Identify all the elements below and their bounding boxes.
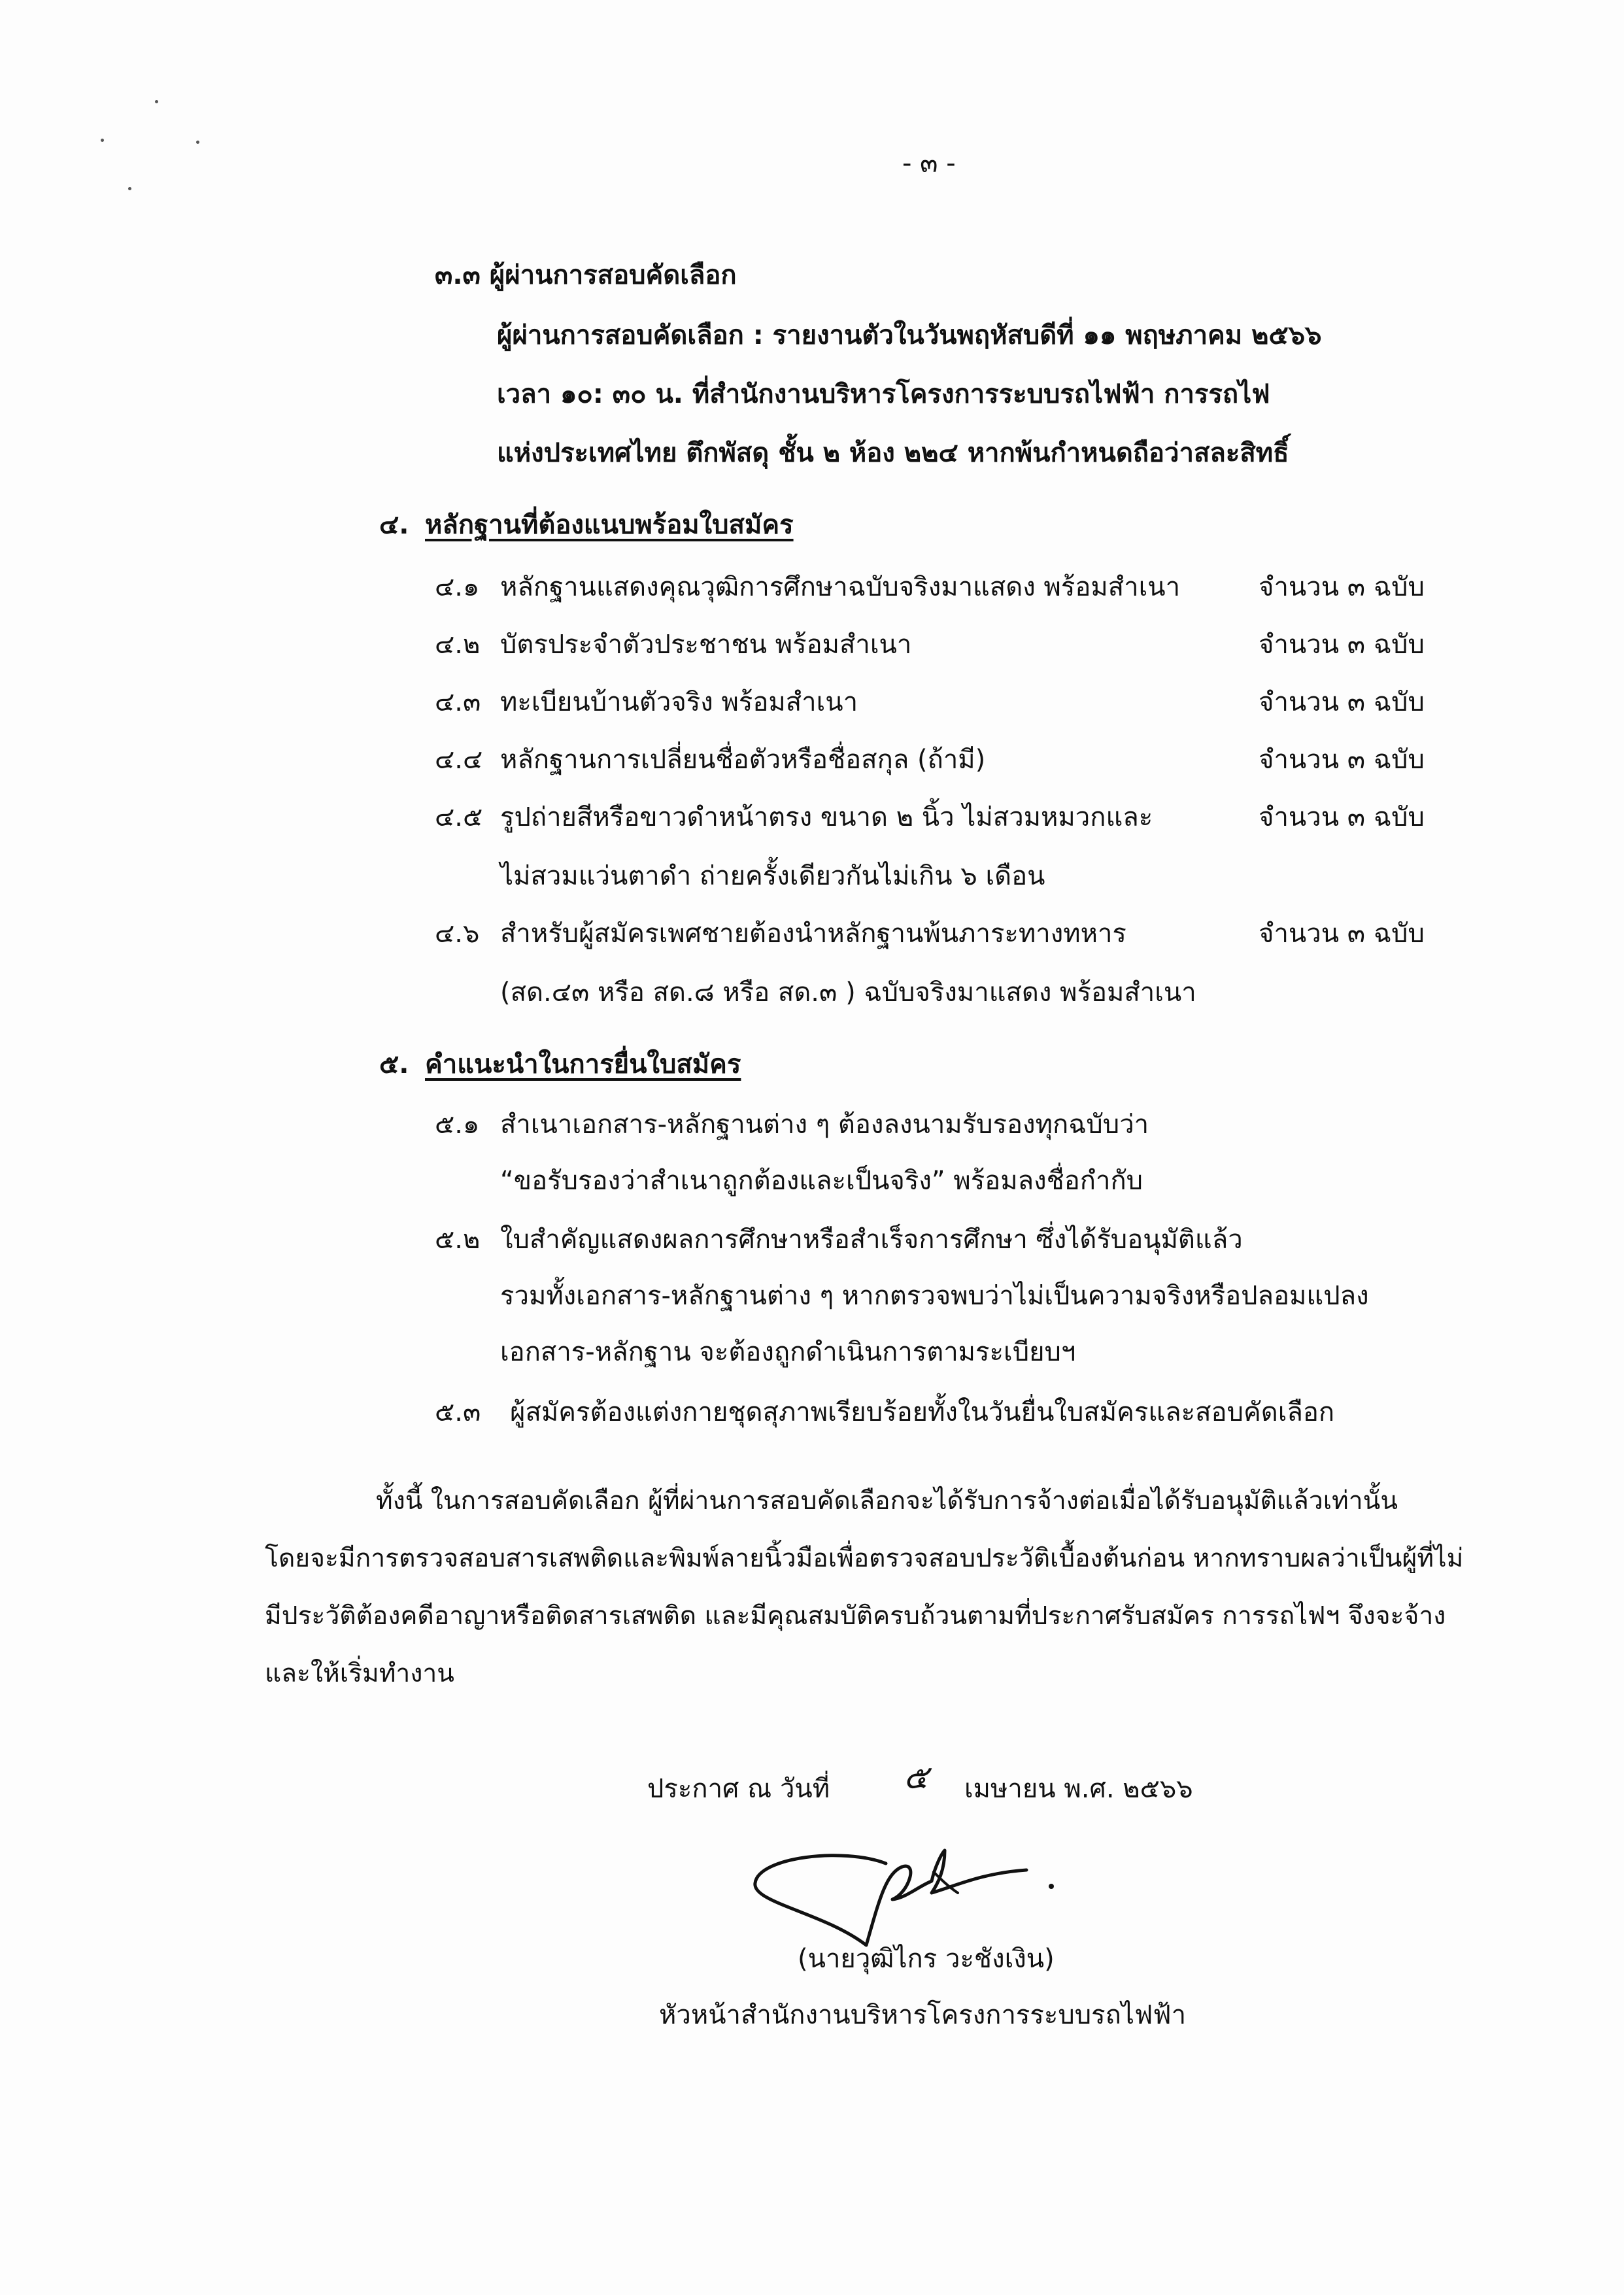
item-text-continued: รวมทั้งเอกสาร-หลักฐานต่าง ๆ หากตรวจพบว่าไม่เป็นความจริงหรือปลอมแปลง [500, 1281, 1369, 1311]
item-text: สำเนาเอกสาร-หลักฐานต่าง ๆ ต้องลงนามรับรองทุกฉบับว่า [500, 1110, 1149, 1140]
item-quantity: จำนวน ๓ ฉบับ [1259, 919, 1425, 949]
closing-paragraph-line: ทั้งนี้ ในการสอบคัดเลือก ผู้ที่ผ่านการสอบคัดเลือกจะได้รับการจ้างต่อเมื่อได้รับอนุมัติแล้วเท่านั้น [376, 1486, 1398, 1516]
item-number: ๔.๖ [435, 919, 480, 949]
section-3-3-line: ผู้ผ่านการสอบคัดเลือก : รายงานตัวในวันพฤหัสบดีที่ ๑๑ พฤษภาคม ๒๕๖๖ [497, 320, 1322, 350]
item-quantity: จำนวน ๓ ฉบับ [1259, 745, 1425, 775]
item-quantity: จำนวน ๓ ฉบับ [1259, 687, 1425, 717]
scan-speck [155, 100, 158, 103]
section-4-title: หลักฐานที่ต้องแนบพร้อมใบสมัคร [425, 510, 794, 540]
closing-paragraph-line: และให้เริ่มทำงาน [265, 1659, 454, 1688]
signatory-position: หัวหน้าสำนักงานบริหารโครงการระบบรถไฟฟ้า [659, 2000, 1187, 2030]
item-text: ทะเบียนบ้านตัวจริง พร้อมสำเนา [500, 687, 858, 717]
item-text: บัตรประจำตัวประชาชน พร้อมสำเนา [500, 630, 912, 660]
closing-paragraph-line: มีประวัติต้องคดีอาญาหรือติดสารเสพติด และมีคุณสมบัติครบถ้วนตามที่ประกาศรับสมัคร การรถไฟฯ จึงจะจ้าง [265, 1601, 1446, 1631]
section-3-3-heading: ๓.๓ ผู้ผ่านการสอบคัดเลือก [435, 260, 737, 290]
section-3-3-line: เวลา ๑๐: ๓๐ น. ที่สำนักงานบริหารโครงการระบบรถไฟฟ้า การรถไฟ [497, 379, 1270, 409]
closing-paragraph-line: โดยจะมีการตรวจสอบสารเสพติดและพิมพ์ลายนิ้วมือเพื่อตรวจสอบประวัติเบื้องต้นก่อน หากทราบผลว่าเป็นผู้ที่ไม่ [265, 1544, 1464, 1573]
section-5-number: ๕. [379, 1049, 409, 1080]
section-3-3-line: แห่งประเทศไทย ตึกพัสดุ ชั้น ๒ ห้อง ๒๒๔ หากพ้นกำหนดถือว่าสละสิทธิ์ [497, 438, 1289, 468]
announcement-label: ประกาศ ณ วันที่ [647, 1774, 830, 1804]
section-5-title: คำแนะนำในการยื่นใบสมัคร [425, 1049, 741, 1080]
scan-speck [128, 187, 131, 190]
item-number: ๕.๑ [435, 1110, 480, 1140]
item-number: ๔.๒ [435, 630, 481, 660]
item-text: ผู้สมัครต้องแต่งกายชุดสุภาพเรียบร้อยทั้งในวันยื่นใบสมัครและสอบคัดเลือก [510, 1397, 1335, 1427]
item-text: หลักฐานการเปลี่ยนชื่อตัวหรือชื่อสกุล (ถ้ามี) [500, 745, 986, 775]
page-number: - ๓ - [902, 148, 956, 178]
item-text-continued: (สด.๔๓ หรือ สด.๘ หรือ สด.๓ ) ฉบับจริงมาแสดง พร้อมสำเนา [500, 978, 1196, 1008]
scan-speck [196, 141, 199, 144]
section-4-number: ๔. [379, 510, 409, 540]
item-text: สำหรับผู้สมัครเพศชายต้องนำหลักฐานพ้นภาระทางทหาร [500, 919, 1126, 949]
item-text-continued: ไม่สวมแว่นตาดำ ถ่ายครั้งเดียวกันไม่เกิน ๖ เดือน [500, 861, 1045, 891]
item-number: ๔.๑ [435, 572, 480, 602]
item-number: ๕.๓ [435, 1397, 481, 1427]
item-quantity: จำนวน ๓ ฉบับ [1259, 630, 1425, 660]
item-quantity: จำนวน ๓ ฉบับ [1259, 802, 1425, 832]
signature [745, 1821, 1072, 1952]
item-number: ๕.๒ [435, 1225, 481, 1255]
item-text: ใบสำคัญแสดงผลการศึกษาหรือสำเร็จการศึกษา ซึ่งได้รับอนุมัติแล้ว [500, 1225, 1243, 1255]
item-number: ๔.๓ [435, 687, 481, 717]
item-text-continued: เอกสาร-หลักฐาน จะต้องถูกดำเนินการตามระเบียบฯ [500, 1337, 1076, 1367]
item-text: หลักฐานแสดงคุณวุฒิการศึกษาฉบับจริงมาแสดง พร้อมสำเนา [500, 572, 1181, 602]
scan-speck [101, 139, 104, 142]
item-text-continued: “ขอรับรองว่าสำเนาถูกต้องและเป็นจริง” พร้อมลงชื่อกำกับ [500, 1166, 1143, 1196]
announcement-day: ๕ [904, 1758, 928, 1796]
item-text: รูปถ่ายสีหรือขาวดำหน้าตรง ขนาด ๒ นิ้ว ไม่สวมหมวกและ [500, 802, 1153, 832]
item-number: ๔.๕ [435, 802, 483, 832]
announcement-month-year: เมษายน พ.ศ. ๒๕๖๖ [964, 1774, 1193, 1804]
item-quantity: จำนวน ๓ ฉบับ [1259, 572, 1425, 602]
item-number: ๔.๔ [435, 745, 483, 775]
signatory-name: (นายวุฒิไกร วะชังเงิน) [798, 1944, 1055, 1974]
